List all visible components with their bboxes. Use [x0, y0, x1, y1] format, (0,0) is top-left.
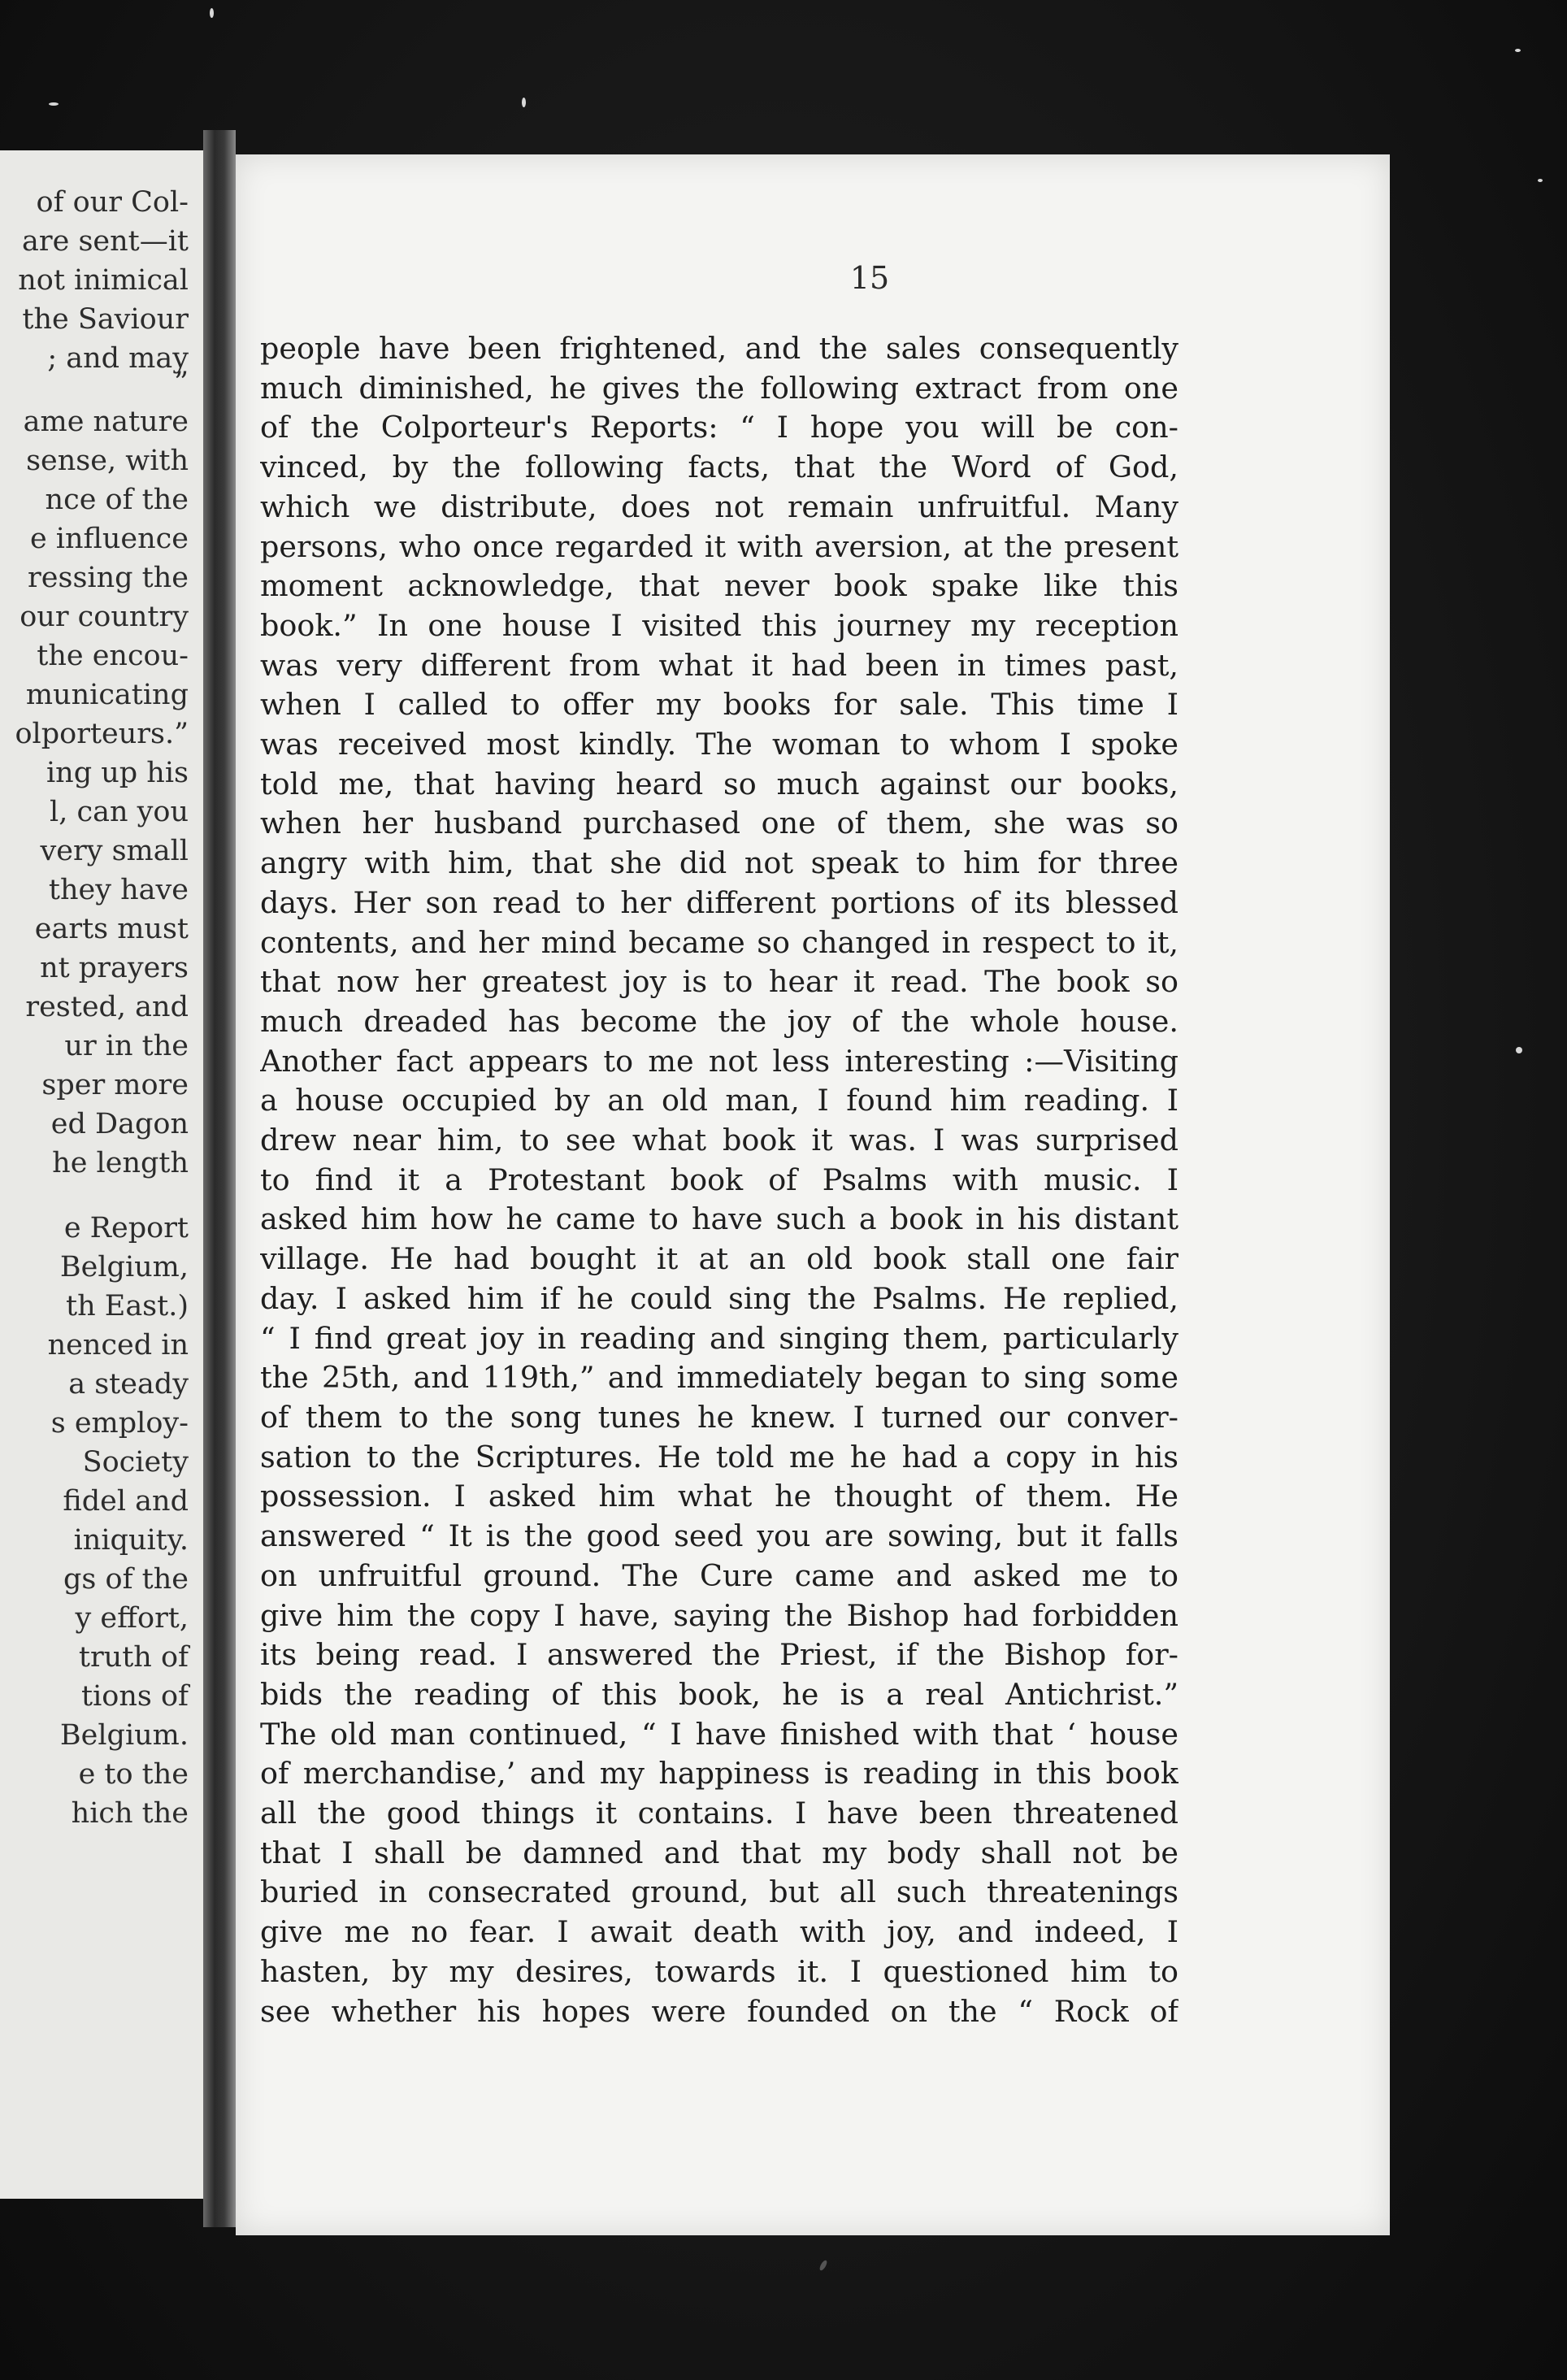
previous-page-line: sper more — [41, 1069, 189, 1101]
text-line: told me, that having heard so much against our books, — [260, 766, 1179, 801]
text-line: persons, who once regarded it with aversion, at the present — [260, 528, 1179, 564]
text-line: day. I asked him if he could sing the Psalms. He replied, — [260, 1280, 1179, 1316]
previous-page-line: gs of the — [63, 1563, 189, 1596]
previous-page-line: rested, and — [25, 991, 189, 1023]
text-line: The old man continued, “ I have finished with that ‘ house — [260, 1716, 1179, 1752]
previous-page-line: ressing the — [28, 562, 189, 594]
text-line: “ I find great joy in reading and singing them, particularly — [260, 1320, 1179, 1356]
text-line: buried in consecrated ground, but all such threatenings — [260, 1874, 1179, 1910]
text-line: that I shall be damned and that my body shall not be — [260, 1835, 1179, 1870]
text-line: its being read. I answered the Priest, if the Bishop for- — [260, 1637, 1179, 1673]
book-spine — [203, 130, 236, 2227]
text-line: vinced, by the following facts, that the Word of God, — [260, 450, 1179, 485]
text-line: angry with him, that she did not speak to him for three — [260, 845, 1179, 881]
previous-page-fragment — [0, 150, 203, 2199]
dust-speck — [1538, 179, 1543, 182]
dust-speck — [210, 8, 214, 18]
previous-page-line: ame nature — [23, 406, 189, 438]
dust-speck — [49, 102, 59, 106]
text-line: was received most kindly. The woman to whom I spoke — [260, 727, 1179, 762]
page-number: 15 — [849, 260, 890, 296]
previous-page-line: fidel and — [63, 1485, 189, 1518]
text-line: much diminished, he gives the following extract from one — [260, 370, 1179, 406]
text-line: Another fact appears to me not less interesting :—Visiting — [260, 1043, 1179, 1079]
text-line: hasten, by my desires, towards it. I questioned him to — [260, 1953, 1179, 1989]
previous-page-line: a steady — [68, 1368, 189, 1401]
previous-page-line: Belgium, — [59, 1251, 189, 1283]
previous-page-line: are sent—it — [22, 225, 189, 258]
previous-page-line: they have — [48, 874, 189, 906]
previous-page-line: our country — [20, 601, 189, 633]
text-line: all the good things it contains. I have been threatened — [260, 1796, 1179, 1831]
text-line: of the Colporteur's Reports: “ I hope you will be con- — [260, 410, 1179, 445]
previous-page-line: nenced in — [47, 1329, 189, 1362]
previous-page-line: ur in the — [64, 1030, 189, 1062]
previous-page-line: municating — [25, 679, 189, 711]
previous-page-line: s employ- — [50, 1407, 189, 1440]
text-line: much dreaded has become the joy of the whole house. — [260, 1003, 1179, 1039]
previous-page-line: nt prayers — [40, 952, 189, 984]
text-line: the 25th, and 119th,” and immediately began to sing some — [260, 1360, 1179, 1396]
previous-page-line: he length — [52, 1147, 189, 1179]
text-line: village. He had bought it at an old book stall one fair — [260, 1241, 1179, 1277]
dust-speck — [1516, 1047, 1522, 1053]
text-line: which we distribute, does not remain unfruitful. Many — [260, 489, 1179, 524]
previous-page-line: ; and may — [47, 342, 189, 375]
previous-page-line: olporteurs.” — [15, 718, 189, 750]
text-line: possession. I asked him what he thought of them. He — [260, 1479, 1179, 1514]
previous-page-line: the Saviour — [22, 303, 189, 336]
text-line: of merchandise,’ and my happiness is reading in this book — [260, 1756, 1179, 1792]
previous-page-line: ing up his — [46, 757, 189, 789]
page-body-text — [260, 329, 1179, 2031]
previous-page-line: e Report — [63, 1212, 189, 1244]
text-line: a house occupied by an old man, I found him reading. I — [260, 1083, 1179, 1118]
previous-page-line: not inimical — [18, 264, 189, 297]
previous-page-line: th East.) — [66, 1290, 189, 1322]
previous-page-line: tions of — [81, 1680, 189, 1713]
text-line: on unfruitful ground. The Cure came and asked me to — [260, 1557, 1179, 1593]
previous-page-line: truth of — [78, 1641, 189, 1674]
previous-page-line: of our Col- — [36, 186, 189, 219]
text-line: answered “ It is the good seed you are sowing, but it falls — [260, 1518, 1179, 1554]
text-line: contents, and her mind became so changed in respect to it, — [260, 924, 1179, 960]
text-line: give me no fear. I await death with joy, and indeed, I — [260, 1914, 1179, 1950]
previous-page-line: hich the — [71, 1797, 189, 1830]
text-line: when I called to offer my books for sale. This time I — [260, 687, 1179, 723]
text-line: asked him how he came to have such a book in his distant — [260, 1201, 1179, 1237]
previous-page-line: iniquity. — [73, 1524, 189, 1557]
text-line: people have been frightened, and the sales consequently — [260, 331, 1179, 366]
previous-page-line: e to the — [78, 1758, 189, 1791]
text-line: to find it a Protestant book of Psalms with music. I — [260, 1162, 1179, 1197]
previous-page-line: sense, with — [26, 445, 189, 477]
previous-page-line: the encou- — [37, 640, 189, 672]
text-line: moment acknowledge, that never book spake like this — [260, 568, 1179, 604]
text-line: when her husband purchased one of them, she was so — [260, 806, 1179, 841]
previous-page-line: ” — [174, 367, 189, 399]
previous-page-line: l, can you — [50, 796, 189, 828]
text-line: of them to the song tunes he knew. I turned our conver- — [260, 1399, 1179, 1435]
text-line: that now her greatest joy is to hear it read. The book so — [260, 964, 1179, 1000]
previous-page-line: ed Dagon — [50, 1108, 189, 1140]
text-line: book.” In one house I visited this journey my reception — [260, 607, 1179, 643]
text-line: sation to the Scriptures. He told me he had a copy in his — [260, 1439, 1179, 1474]
text-line: see whether his hopes were founded on the “ Rock of — [260, 1993, 1179, 2029]
previous-page-line: very small — [40, 835, 189, 867]
previous-page-line: Belgium. — [59, 1719, 189, 1752]
dust-speck — [522, 98, 526, 107]
text-line: give him the copy I have, saying the Bishop had forbidden — [260, 1597, 1179, 1633]
text-line: drew near him, to see what book it was. I was surprised — [260, 1123, 1179, 1158]
previous-page-line: e influence — [29, 523, 189, 555]
text-line: days. Her son read to her different portions of its blessed — [260, 884, 1179, 920]
previous-page-line: nce of the — [45, 484, 189, 516]
text-line: was very different from what it had been in times past, — [260, 647, 1179, 683]
text-line: bids the reading of this book, he is a real Antichrist.” — [260, 1676, 1179, 1712]
previous-page-line: y effort, — [75, 1602, 189, 1635]
dust-speck — [1515, 49, 1521, 52]
previous-page-line: earts must — [34, 913, 189, 945]
book-page — [236, 154, 1390, 2235]
previous-page-line: Society — [82, 1446, 189, 1479]
